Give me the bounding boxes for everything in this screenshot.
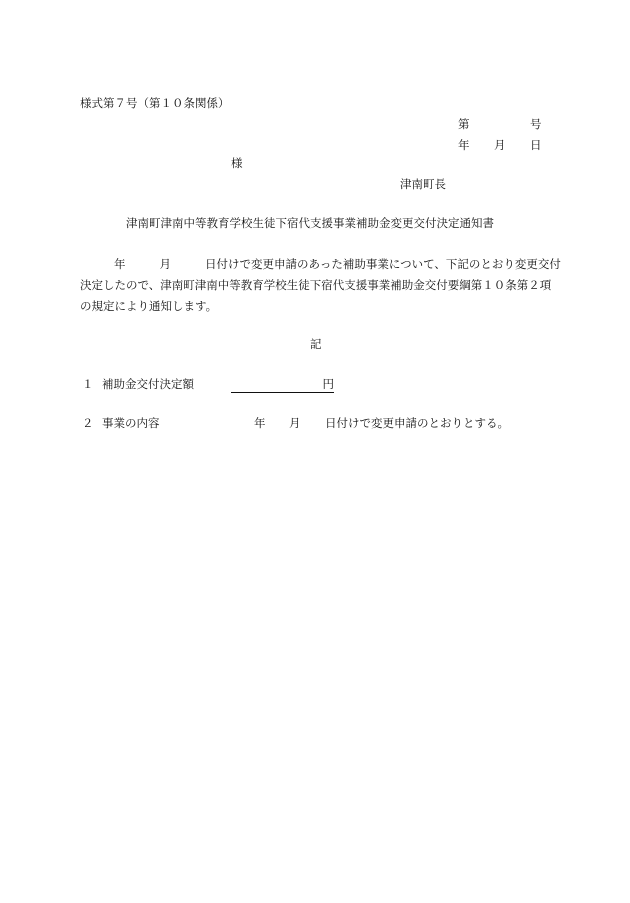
item-2-text: 日付けで変更申請のとおりとする。 bbox=[325, 416, 509, 430]
sender-name: 津南町長 bbox=[400, 177, 446, 191]
document-title-text: 津南町津南中等教育学校生徒下宿代支援事業補助金変更交付決定通知書 bbox=[126, 216, 494, 230]
item-2-year-label: 年 bbox=[254, 416, 266, 430]
grant-amount-blank bbox=[231, 379, 334, 393]
ki-heading: 記 bbox=[310, 337, 322, 351]
document-number-prefix: 第 bbox=[458, 117, 470, 131]
item-1-label: 補助金交付決定額 bbox=[102, 377, 194, 391]
form-number: 様式第７号（第１０条関係） bbox=[80, 96, 230, 110]
date-month-label: 月 bbox=[494, 138, 506, 152]
body-line-1 bbox=[80, 259, 561, 271]
body-line-2: 決定したので、津南町津南中等教育学校生徒下宿代支援事業補助金交付要綱第１０条第２項 bbox=[80, 278, 552, 292]
yen-unit: 円 bbox=[322, 377, 334, 391]
item-2-label: 事業の内容 bbox=[102, 416, 160, 430]
document-title bbox=[0, 218, 630, 230]
item-2-month-label: 月 bbox=[289, 416, 301, 430]
item-1-number: １ bbox=[82, 377, 94, 391]
body-line-1-text: 日付けで変更申請のあった補助事業について、下記のとおり変更交付 bbox=[205, 257, 561, 271]
item-2-number: ２ bbox=[82, 416, 94, 430]
date-day-label: 日 bbox=[530, 138, 542, 152]
date-year-label: 年 bbox=[458, 138, 470, 152]
body-year-label: 年 bbox=[114, 257, 126, 271]
recipient-honorific: 様 bbox=[231, 156, 243, 170]
body-line-3: の規定により通知します。 bbox=[80, 299, 218, 313]
document-number-suffix: 号 bbox=[530, 117, 542, 131]
body-month-label: 月 bbox=[159, 257, 171, 271]
